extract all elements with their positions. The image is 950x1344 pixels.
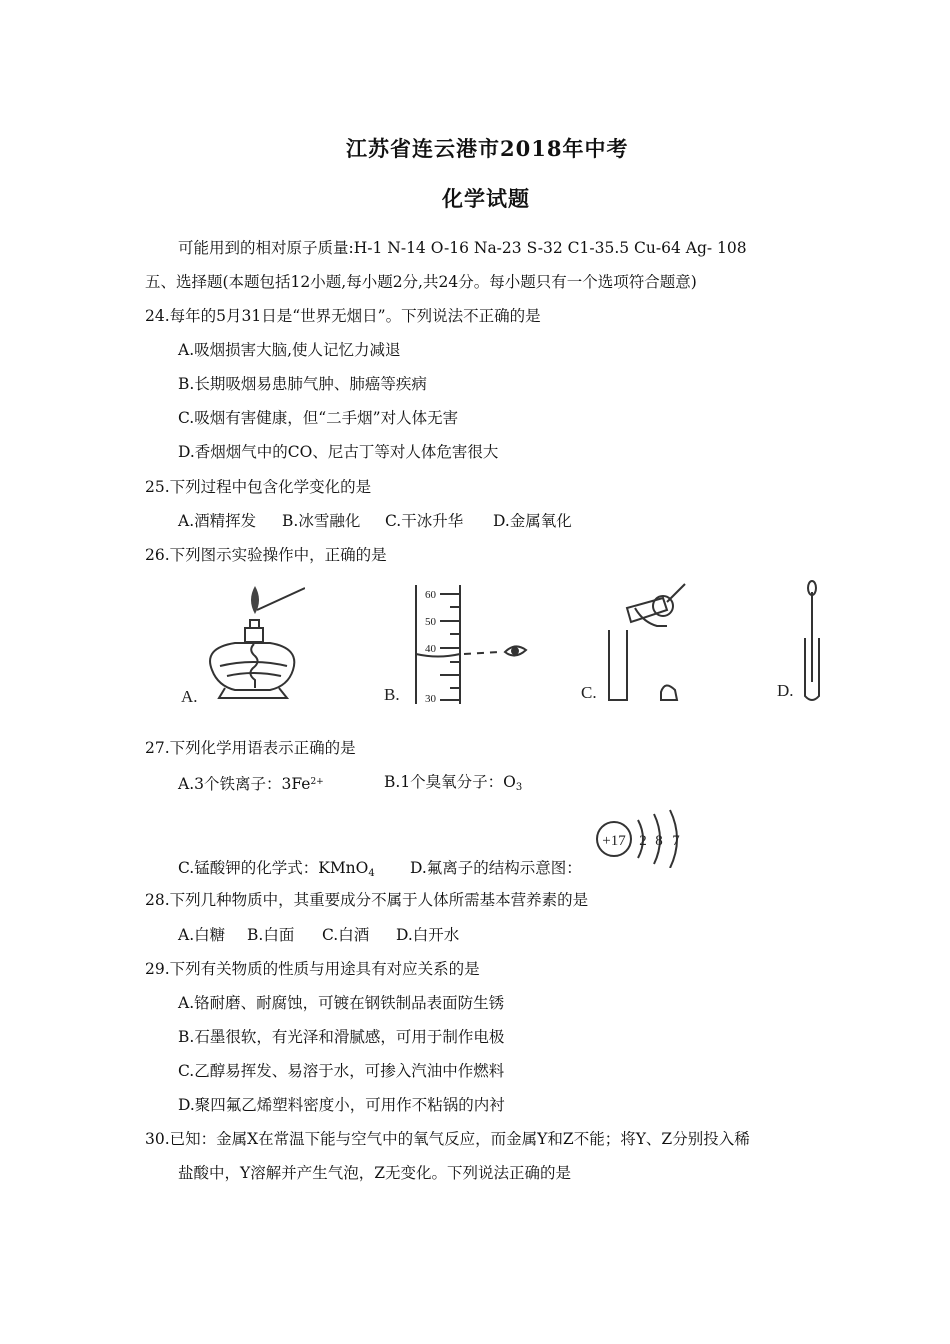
- figure-d-label: D.: [777, 681, 794, 700]
- q25-option-a: A.酒精挥发: [178, 512, 257, 530]
- q25-option-d: D.金属氧化: [493, 512, 572, 530]
- q27-option-a-text: A.3个铁离子：3Fe: [178, 775, 311, 793]
- figure-b-label: B.: [384, 685, 400, 704]
- q27-stem: 27.下列化学用语表示正确的是: [145, 739, 356, 757]
- q30-stem-continued: 盐酸中，Y溶解并产生气泡，Z无变化。下列说法正确的是: [178, 1164, 572, 1182]
- q29-stem: 29.下列有关物质的性质与用途具有对应关系的是: [145, 960, 480, 978]
- q25-stem: 25.下列过程中包含化学变化的是: [145, 478, 372, 496]
- q27-option-b-text: B.1个臭氧分子：O: [384, 773, 516, 791]
- q27-option-a: [178, 772, 324, 794]
- q27-option-c-subscript: 4: [368, 868, 375, 879]
- q28-option-c: C.白酒: [322, 926, 370, 944]
- page-title: 江苏省连云港市2018年中考: [346, 136, 629, 161]
- cylinder-mark-50: 50: [425, 616, 436, 628]
- atomic-structure-diagram: [592, 808, 702, 868]
- atomic-masses: 可能用到的相对原子质量:H-1 N-14 O-16 Na-23 S-32 C1-35.5 Cu-64 Ag- 108: [178, 239, 747, 257]
- q27-option-d: D.氟离子的结构示意图：: [410, 859, 582, 877]
- q27-option-c: [178, 858, 375, 884]
- q27-option-b-subscript: 3: [515, 782, 523, 793]
- figure-a-alcohol-lamp: [175, 578, 305, 708]
- q25-option-c: C.干冰升华: [385, 512, 464, 530]
- q25-option-b: B.冰雪融化: [282, 512, 361, 530]
- atom-shell-1: 2: [639, 833, 647, 849]
- figure-b-measuring-cylinder: [380, 580, 540, 708]
- atom-nucleus-charge: +17: [602, 833, 626, 849]
- section-heading: 五、选择题(本题包括12小题,每小题2分,共24分。每小题只有一个选项符合题意): [145, 273, 697, 291]
- page-subtitle: 化学试题: [442, 186, 530, 211]
- q27-option-c-text: C.锰酸钾的化学式：KMnO: [178, 859, 369, 877]
- figure-d-test-tube: [775, 578, 835, 708]
- atom-shell-2: 8: [655, 833, 663, 849]
- q24-stem: 24.每年的5月31日是“世界无烟日”。下列说法不正确的是: [145, 307, 541, 325]
- q24-option-b: B.长期吸烟易患肺气肿、肺癌等疾病: [178, 375, 427, 393]
- q28-option-b: B.白面: [247, 926, 295, 944]
- q27-option-b: [384, 772, 522, 798]
- cylinder-mark-40: 40: [425, 643, 436, 655]
- figure-c-pouring-reagent: [575, 580, 695, 708]
- cylinder-mark-60: 60: [425, 589, 436, 601]
- q29-option-c: C.乙醇易挥发、易溶于水，可掺入汽油中作燃料: [178, 1062, 505, 1080]
- figure-a-label: A.: [181, 687, 198, 706]
- q27-option-a-charge: 2+: [310, 777, 324, 787]
- q24-option-c: C.吸烟有害健康，但“二手烟”对人体无害: [178, 409, 459, 427]
- q24-option-a: A.吸烟损害大脑,使人记忆力减退: [178, 341, 401, 359]
- q29-option-b: B.石墨很软，有光泽和滑腻感，可用于制作电极: [178, 1028, 505, 1046]
- q28-option-d: D.白开水: [396, 926, 460, 944]
- figure-c-label: C.: [581, 683, 597, 702]
- q28-stem: 28.下列几种物质中，其重要成分不属于人体所需基本营养素的是: [145, 891, 589, 909]
- q28-option-a: A.白糖: [178, 926, 226, 944]
- cylinder-mark-30: 30: [425, 693, 436, 705]
- q26-stem: 26.下列图示实验操作中，正确的是: [145, 546, 387, 564]
- atom-shell-3: 7: [672, 833, 680, 849]
- q29-option-a: A.铬耐磨、耐腐蚀，可镀在钢铁制品表面防生锈: [178, 994, 505, 1012]
- q30-stem: 30.已知：金属X在常温下能与空气中的氧气反应，而金属Y和Z不能；将Y、Z分别投入稀: [145, 1130, 750, 1148]
- q24-option-d: D.香烟烟气中的CO、尼古丁等对人体危害很大: [178, 443, 499, 461]
- q29-option-d: D.聚四氟乙烯塑料密度小，可用作不粘锅的内衬: [178, 1096, 505, 1114]
